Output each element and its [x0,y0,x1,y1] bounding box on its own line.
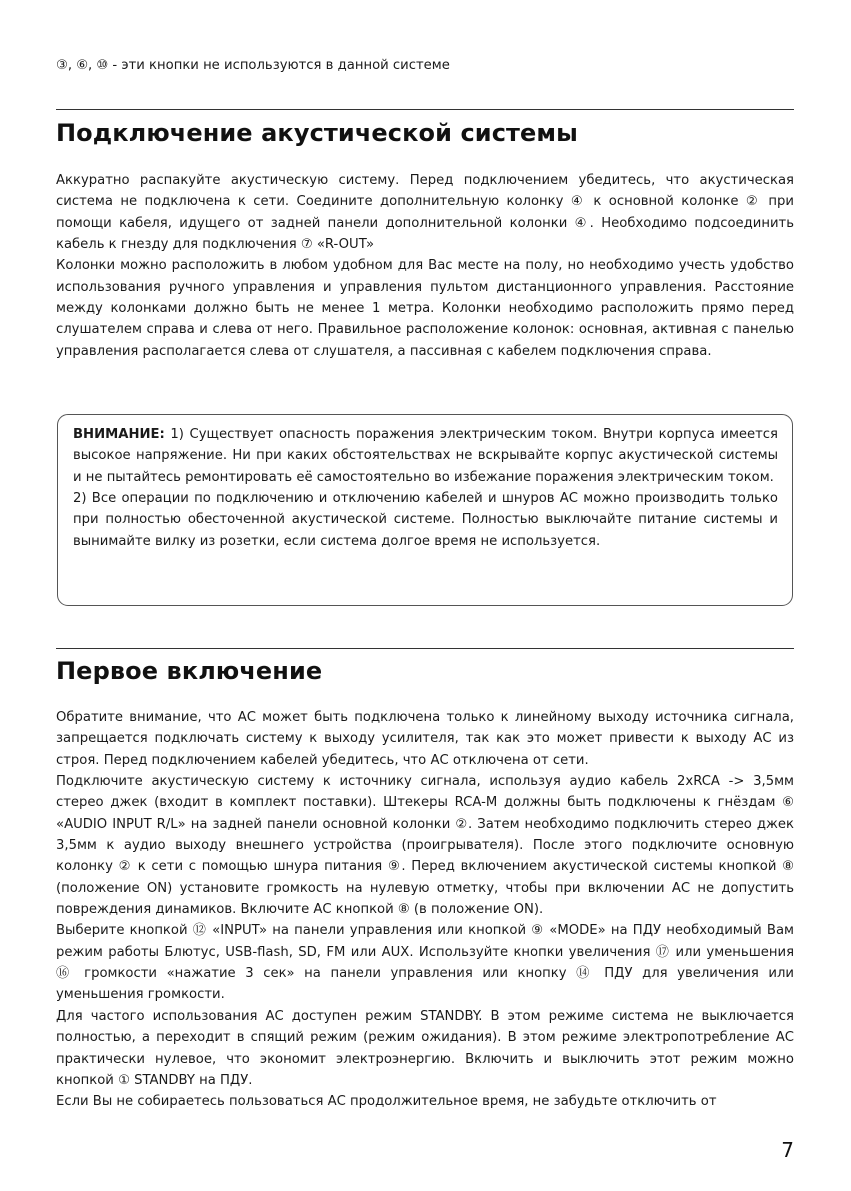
warning-box [57,414,793,606]
paragraph: Выберите кнопкой ⑫ «INPUT» на панели управления или кнопкой ⑨ «MODE» на ПДУ необходимый Вам режим работы Блютус, USB-flash, SD, FM или AUX. Используйте кнопки увеличения ⑰ или уменьшения ⑯ громкости «нажатие 3 сек» на панели управления или кнопку ⑭ ПДУ для увеличения или уменьшения громкости. [56,923,794,1003]
paragraph: Аккуратно распакуйте акустическую систему. Перед подключением убедитесь, что акустическая система не подключена к сети. Соедините дополнительную колонку ④ к основной колонке ② при помощи кабеля, идущего от задней панели дополнительной колонки ④. Необходимо подсоединить кабель к гнезду для подключения ⑦ «R-OUT» [56,173,794,253]
section-title-first-power-on: Первое включение [56,657,323,685]
warning-paragraph-1 [73,424,778,488]
paragraph: Подключите акустическую систему к источнику сигнала, используя аудио кабель 2xRCA -> 3,5мм стерео джек (входит в комплект поставки). Штекеры RCA-M должны быть подключены к гнёздам ⑥ «AUDIO INPUT R/L» на задней панели основной колонки ②. Затем необходимо подключить стерео джек 3,5мм к аудио выходу внешнего устройства (проигрывателя). После этого подключите основную колонку ② к сети с помощью шнура питания ⑨. Перед включением акустической системы кнопкой ⑧ (положение ON) установите громкость на нулевую отметку, чтобы при включении АС не допустить повреждения динамиков. Включите АС кнопкой ⑧ (в положение ON). [56,774,794,918]
paragraph: Для частого использования АС доступен режим STANDBY. В этом режиме система не выключается полностью, а переходит в спящий режим (режим ожидания). В этом режиме электропотребление АС практически нулевое, что экономит электроэнергию. Включить и выключить этот режим можно кнопкой ① STANDBY на ПДУ. [56,1008,794,1088]
section-divider [56,109,794,110]
page-number: 7 [781,1138,794,1162]
section-speaker-connection-body [56,170,794,362]
warning-paragraph-2: 2) Все операции по подключению и отключению кабелей и шнуров АС можно производить только при полностью обесточенной акустической системе. Полностью выключайте питание системы и вынимайте вилку из розетки, если система долгое время не используется. [73,491,778,549]
paragraph: Обратите внимание, что АС может быть подключена только к линейному выходу источника сигнала, запрещается подключать систему к выходу усилителя, так как это может привести к выходу АС из строя. Перед подключением кабелей убедитесь, что АС отключена от сети. [56,710,794,768]
top-note: ③, ⑥, ⑩ - эти кнопки не используются в данной системе [56,58,450,73]
paragraph: Если Вы не собираетесь пользоваться АС продолжительное время, не забудьте отключить от [56,1094,717,1110]
paragraph: Колонки можно расположить в любом удобном для Вас месте на полу, но необходимо учесть удобство использования ручного управления и управления пультом дистанционного управления. Расстояние между колонками должно быть не менее 1 метра. Колонки необходимо расположить прямо перед слушателем справа и слева от него. Правильное расположение колонок: основная, активная с панелью управления располагается слева от слушателя, а пассивная с кабелем подключения справа. [56,258,794,359]
section-title-speaker-connection: Подключение акустической системы [56,119,578,147]
section-divider [56,648,794,649]
warning-label: ВНИМАНИЕ: [73,427,165,442]
section-first-power-on-body [56,707,794,1113]
warning-text-1: 1) Существует опасность поражения электрическим током. Внутри корпуса имеется высокое напряжение. Ни при каких обстоятельствах не вскрывайте корпус акустической системы и не пытайтесь ремонтировать её самостоятельно во избежание поражения электрическим током. [73,427,778,485]
